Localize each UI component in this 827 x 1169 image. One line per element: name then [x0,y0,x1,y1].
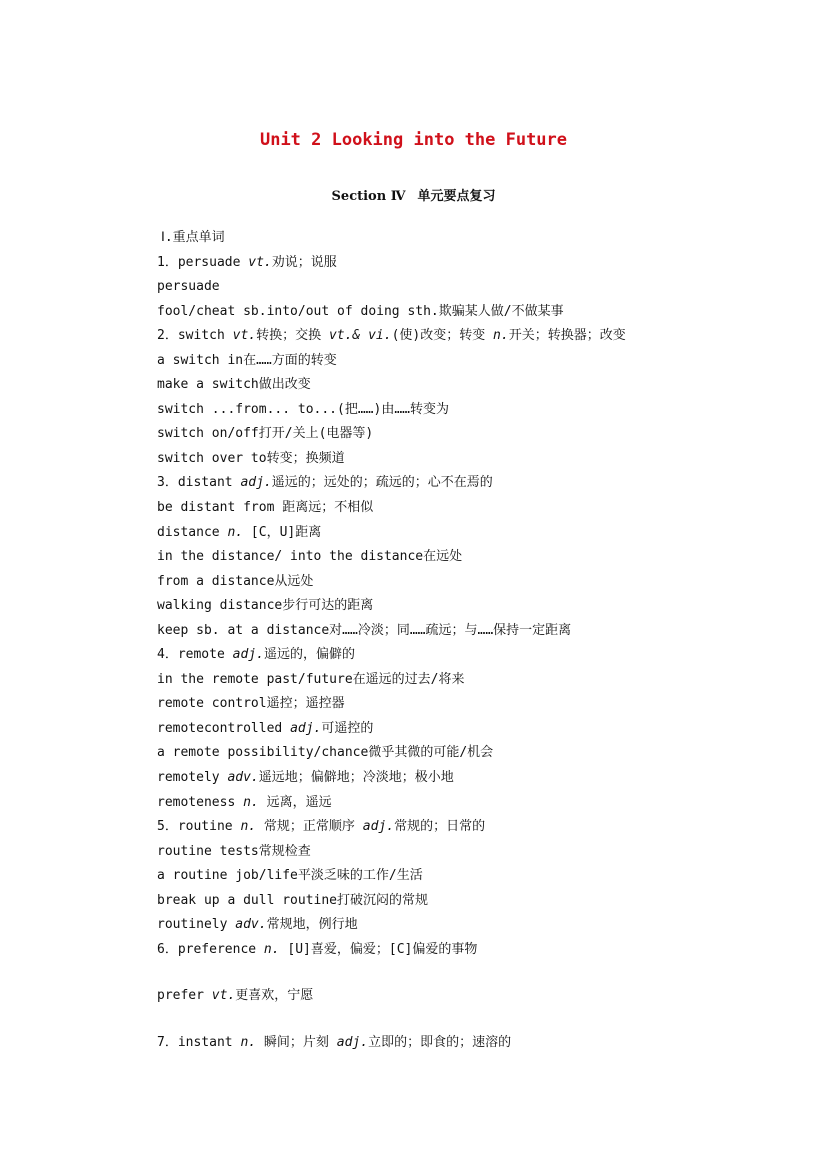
vocab-line [157,422,777,447]
line-text: prefer [157,988,212,1004]
vocab-line [157,570,777,595]
part-of-speech: n. [240,819,257,835]
line-text: routine tests常规检查 [157,843,311,859]
vocab-line [157,545,777,570]
vocab-line [157,717,777,742]
part-of-speech: n. [263,941,280,957]
line-text: 3．distant [157,475,241,491]
line-text: a switch in在……方面的转变 [157,352,337,368]
line-text: make a switch做出改变 [157,377,311,393]
line-text: remoteness [157,794,244,810]
part-of-speech: adj. [290,720,322,736]
line-text: keep sb. at a distance对……冷淡；同……疏远；与……保持一定距离 [157,622,572,638]
line-text: [C，U]距离 [243,524,322,540]
vocab-line [157,741,777,766]
line-text: remotely [157,770,228,786]
vocab-line [157,1031,777,1056]
part-of-speech: adj. [232,647,264,663]
line-text: 远离，遥远 [258,794,332,810]
line-text: 7．instant [157,1034,241,1050]
line-text: remotecontrolled [157,720,291,736]
vocab-line [157,496,777,521]
part-of-speech: adj. [240,475,272,491]
vocab-line [157,692,777,717]
vocab-line [157,815,777,840]
vocab-line [157,594,777,619]
line-text: switch ...from... to...(把……)由……转变为 [157,401,449,417]
line-text: remote control遥控；遥控器 [157,696,345,712]
part-of-speech: adj. [362,819,395,835]
line-text: from a distance从远处 [157,573,314,589]
line-text: 遥远的，偏僻的 [263,647,355,663]
vocab-line [157,398,777,423]
line-text: 6．preference [157,941,264,957]
vocab-line [157,984,777,1009]
vocab-line [157,840,777,865]
line-text: be distant from 距离远；不相似 [157,500,374,516]
line-text: 瞬间；片刻 [256,1034,337,1050]
line-text: 转换；交换 [256,328,329,344]
page-title: Unit 2 Looking into the Future [259,130,568,150]
section-subtitle: 单元要点复习 [417,189,496,204]
vocab-line [157,668,777,693]
part-of-speech: vt. [211,988,236,1004]
line-text: 劝说；说服 [271,254,337,270]
line-text: switch over to转变；换频道 [157,450,345,466]
part-of-speech: adv. [235,917,267,933]
vocab-line [157,275,777,300]
part-of-speech: adj. [336,1034,369,1050]
list-heading: Ⅰ.重点单词 [161,230,225,245]
line-text: a routine job/life平淡乏味的工作/生活 [157,868,423,884]
vocab-line [157,471,777,496]
part-of-speech: adv. [227,770,259,786]
vocab-line [157,619,777,644]
vocab-line [157,938,777,963]
line-text: 开关；转换器；改变 [508,328,626,344]
vocab-line [157,324,777,349]
vocab-line [157,521,777,546]
part-of-speech: vt.& vi. [328,328,392,344]
part-of-speech: n. [227,524,244,540]
section-heading [0,185,827,204]
vocab-line [157,373,777,398]
vocab-line [157,643,777,668]
vocab-line [157,791,777,816]
line-text: fool/cheat sb.into/out of doing sth.欺骗某人做/不做某事 [157,303,564,319]
line-text: a remote possibility/chance微乎其微的可能/机会 [157,745,494,761]
part-of-speech: vt. [248,254,272,270]
line-text: 遥远地；偏僻地；冷淡地；极小地 [258,770,454,786]
part-of-speech: vt. [232,328,257,344]
line-text: 立即的；即食的；速溶的 [368,1034,512,1050]
part-of-speech: n. [243,794,259,810]
line-text: 常规地，例行地 [266,917,358,933]
vocab-line [157,349,777,374]
line-text: (使)改变；转变 [391,328,494,344]
line-text: 5．routine [157,819,241,835]
line-text: routinely [157,917,236,933]
line-text: 常规的；日常的 [394,819,486,835]
line-text: 更喜欢，宁愿 [235,988,314,1004]
vocab-line [157,864,777,889]
vocab-line [157,913,777,938]
line-text: 4．remote [157,647,233,663]
line-text: persuade [157,279,220,295]
vocab-line [157,889,777,914]
part-of-speech: n. [240,1034,257,1050]
line-text: 常规；正常顺序 [256,819,363,835]
vocab-line [157,251,777,276]
line-text: [U]喜爱，偏爱；[C]偏爱的事物 [279,941,478,957]
line-text: 2．switch [157,328,233,344]
vocab-line [157,300,777,325]
line-text: break up a dull routine打破沉闷的常规 [157,892,429,908]
line-text: in the remote past/future在遥远的过去/将来 [157,671,465,687]
line-text: in the distance/ into the distance在远处 [157,549,463,565]
line-text: distance [157,524,228,540]
vocab-list [157,226,777,1056]
part-of-speech: n. [493,328,509,344]
section-label: Section Ⅳ [331,189,406,204]
line-text: 1．persuade [157,254,249,270]
vocab-line [157,766,777,791]
vocab-line [157,447,777,472]
line-text: 遥远的；远处的；疏远的；心不在焉的 [271,475,493,491]
line-text: switch on/off打开/关上(电器等) [157,426,374,442]
line-text: walking distance步行可达的距离 [157,598,374,614]
line-text: 可遥控的 [321,720,374,736]
